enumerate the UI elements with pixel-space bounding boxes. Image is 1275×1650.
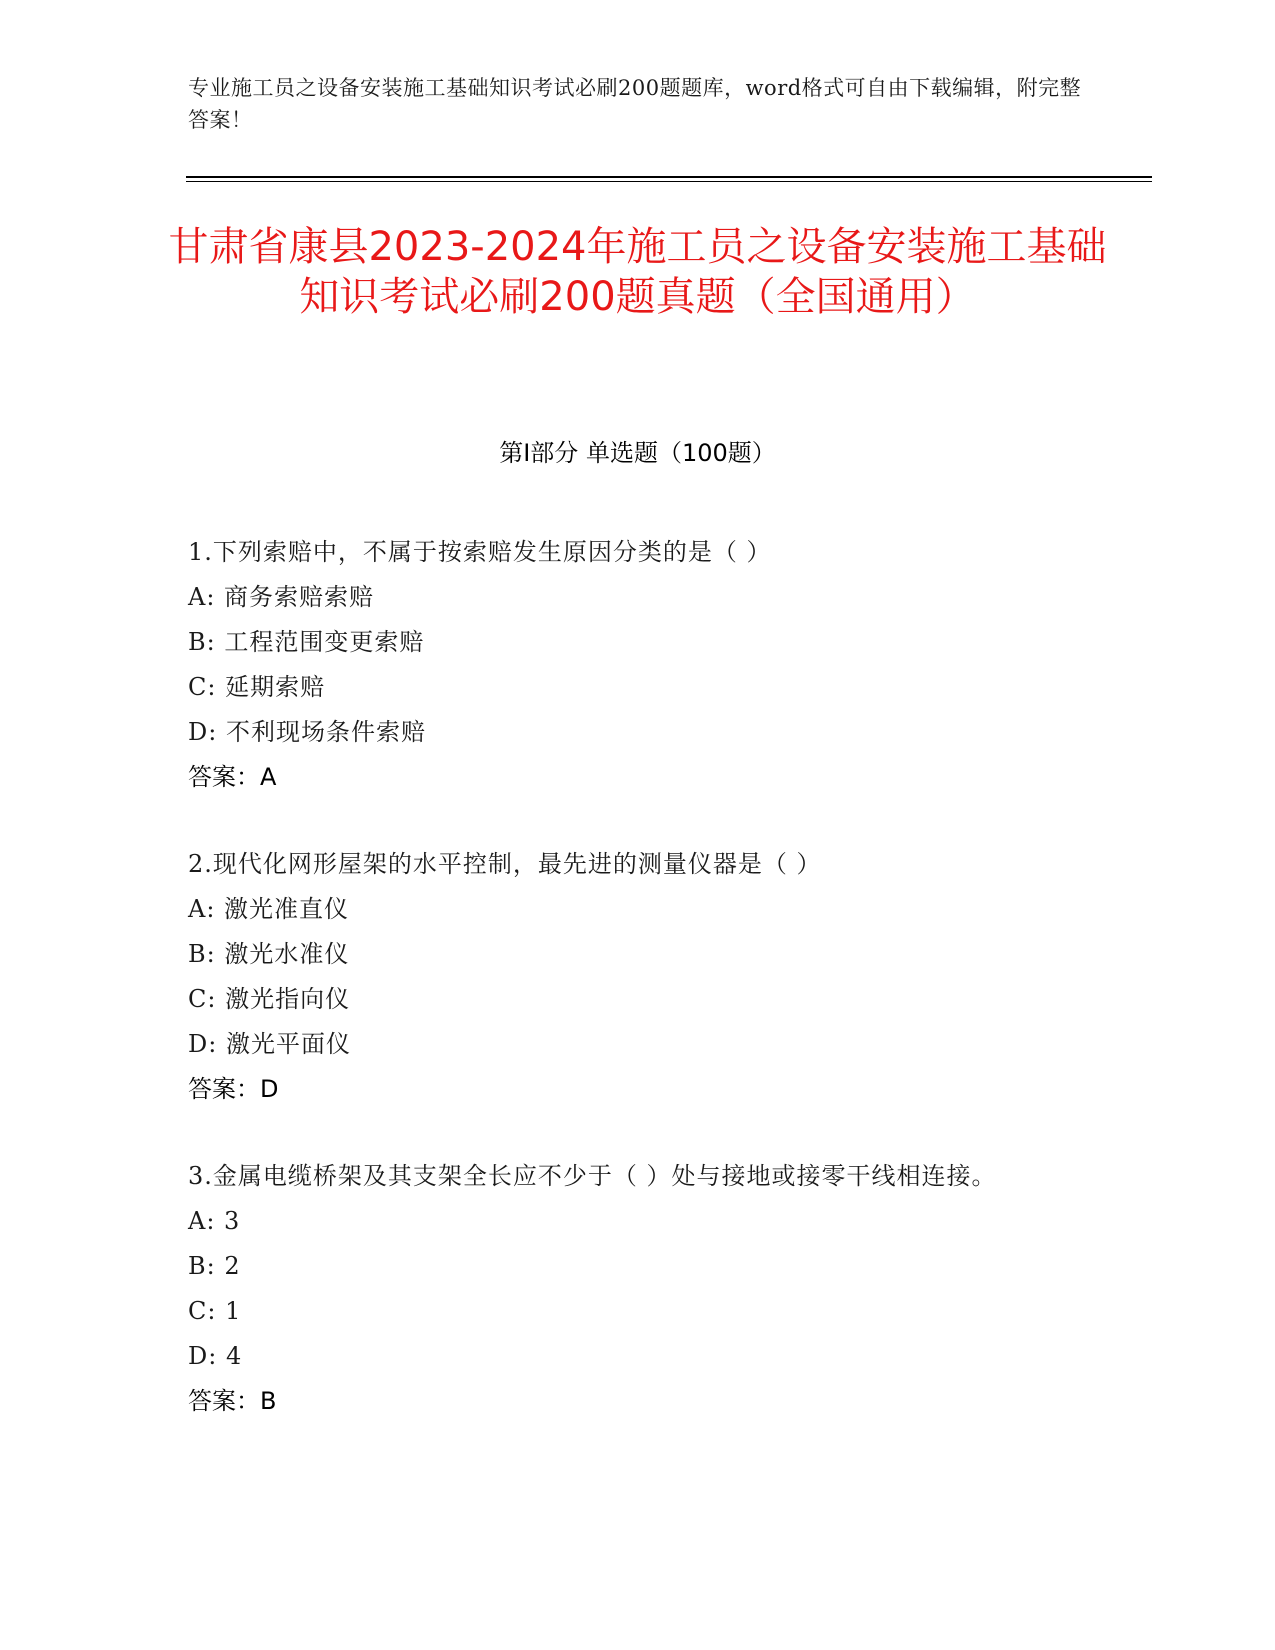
option-c: C: 激光指向仪	[188, 985, 351, 1013]
question-stem: 2.现代化网形屋架的水平控制，最先进的测量仪器是（ ）	[188, 850, 822, 878]
header-divider-thick	[186, 176, 1152, 178]
option-d: D: 4	[188, 1342, 243, 1370]
option-a: A: 激光准直仪	[188, 895, 350, 923]
question-2	[188, 842, 1088, 1112]
answer: 答案：D	[188, 1075, 279, 1103]
option-a: A: 商务索赔索赔	[188, 583, 375, 611]
section-title: 第I部分 单选题（100题）	[499, 439, 776, 467]
option-b: B: 2	[188, 1252, 241, 1280]
header-divider-thin	[186, 181, 1152, 182]
option-c: C: 1	[188, 1297, 242, 1325]
document-title: 甘肃省康县2023-2024年施工员之设备安装施工基础知识考试必刷200题真题（全国通用）	[168, 224, 1107, 320]
answer: 答案：B	[188, 1387, 277, 1415]
option-b: B: 工程范围变更索赔	[188, 628, 425, 656]
option-c: C: 延期索赔	[188, 673, 326, 701]
answer: 答案：A	[188, 763, 277, 791]
option-d: D: 不利现场条件索赔	[188, 718, 426, 746]
header-note: 专业施工员之设备安装施工基础知识考试必刷200题题库，word格式可自由下载编辑，附完整答案！	[188, 76, 1082, 132]
option-d: D: 激光平面仪	[188, 1030, 351, 1058]
option-a: A: 3	[188, 1207, 241, 1235]
option-b: B: 激光水准仪	[188, 940, 350, 968]
question-list	[188, 530, 1088, 1466]
question-1	[188, 530, 1088, 800]
question-stem: 3.金属电缆桥架及其支架全长应不少于（ ）处与接地或接零干线相连接。	[188, 1162, 997, 1190]
question-3	[188, 1154, 1088, 1424]
question-stem: 1.下列索赔中，不属于按索赔发生原因分类的是（ ）	[188, 538, 772, 566]
